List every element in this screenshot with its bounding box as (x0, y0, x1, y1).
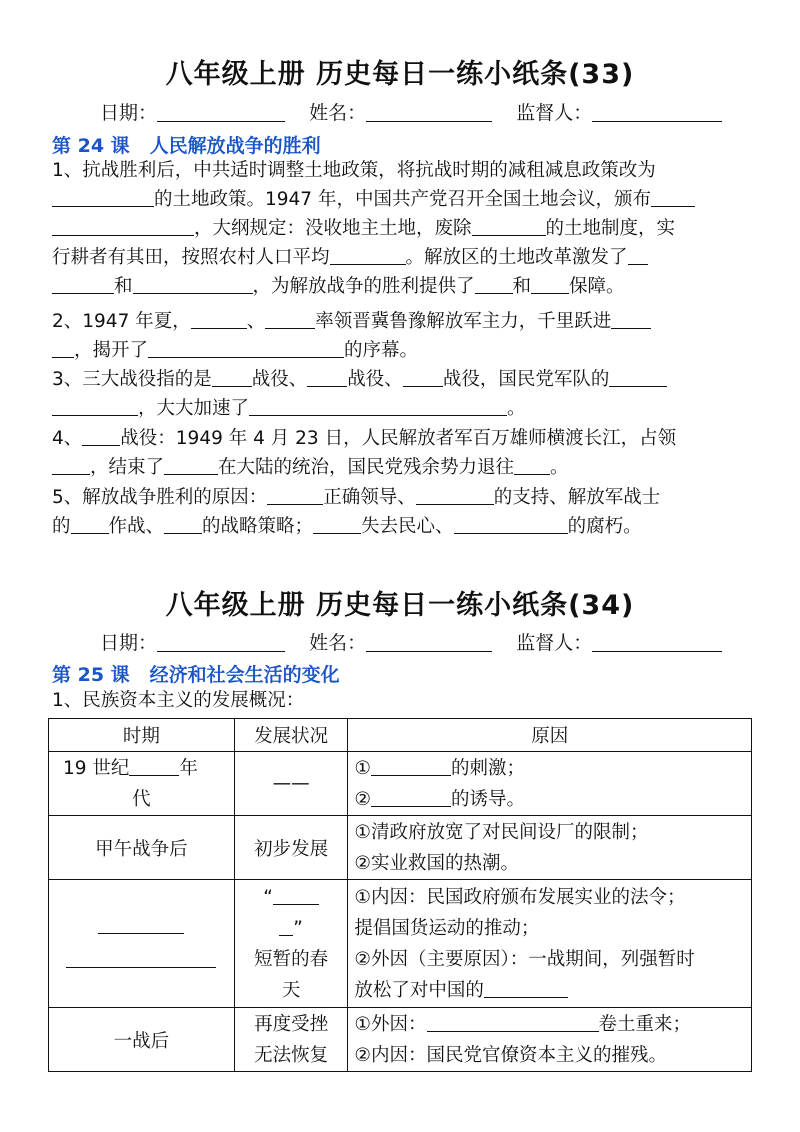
sheet2-lesson-heading (52, 660, 340, 687)
text: 。 (550, 457, 569, 478)
text: ②外因（主要原因）：一战期间，列强暂时 (354, 948, 695, 970)
q3-line-1 (52, 369, 667, 391)
answer-blank[interactable] (307, 369, 347, 387)
text: ，结束了 (90, 457, 165, 478)
text: 。解放区的土地改革激发了 (405, 247, 628, 268)
answer-blank[interactable] (164, 516, 202, 534)
answer-blank[interactable] (403, 369, 443, 387)
text: 2、1947 年夏， (52, 311, 191, 332)
q1-line-3 (52, 218, 675, 240)
q1-line-2 (52, 189, 695, 211)
answer-blank[interactable] (427, 1014, 599, 1032)
answer-blank[interactable] (454, 516, 568, 534)
text: 战役、 (347, 369, 403, 390)
q3-line-2 (52, 398, 526, 420)
text: 的腐朽。 (567, 516, 642, 537)
text: 再度受挫 (254, 1013, 329, 1035)
answer-blank[interactable] (52, 457, 90, 475)
answer-blank[interactable] (265, 311, 315, 329)
text: 战役，国民党军队的 (442, 369, 610, 390)
text: ②内因：国民党官僚资本主义的摧残。 (354, 1044, 667, 1066)
answer-blank[interactable] (651, 189, 695, 207)
text: 的 (52, 516, 71, 537)
text: 失去民心、 (361, 516, 454, 537)
q1-line-5 (52, 276, 625, 298)
answer-blank[interactable] (52, 276, 114, 294)
text: “ (263, 886, 273, 908)
text: 的序幕。 (344, 340, 419, 361)
answer-blank[interactable] (52, 189, 154, 207)
text: 和 (512, 276, 532, 297)
q2-line-1 (52, 311, 651, 333)
text: 放松了对中国的 (354, 979, 484, 1001)
header-reason: 原因 (348, 719, 752, 752)
answer-blank[interactable] (628, 247, 648, 265)
period-cell (49, 752, 235, 816)
name-label: 姓名： (309, 632, 367, 654)
text: 战役：1949 年 4 月 23 日，人民解放者军百万雄师横渡长江，占领 (120, 428, 677, 449)
q1-line-1 (52, 160, 656, 182)
text: 的土地政策。1947 年，中国共产党召开全国土地会议，颁布 (154, 189, 651, 210)
answer-blank[interactable] (191, 311, 247, 329)
supervisor-label: 监督人： (516, 102, 593, 124)
text: 天 (281, 979, 301, 1001)
answer-blank[interactable] (313, 516, 361, 534)
text: 正确领导、 (323, 487, 416, 508)
text: 无法恢复 (254, 1044, 329, 1066)
text: 5、解放战争胜利的原因： (52, 487, 268, 508)
answer-blank[interactable] (249, 398, 507, 416)
answer-blank[interactable] (82, 428, 120, 446)
table-header-row (49, 719, 752, 752)
text: ，为解放战争的胜利提供了 (252, 276, 475, 297)
answer-blank[interactable] (330, 247, 406, 265)
reason-cell (348, 1008, 752, 1072)
text: ①内因：民国政府颁布发展实业的法令； (354, 886, 686, 908)
reason-cell (348, 816, 752, 880)
answer-blank[interactable] (52, 398, 138, 416)
answer-blank[interactable] (267, 487, 323, 505)
q2-line-2 (52, 340, 418, 362)
text: ② (354, 788, 371, 810)
answer-blank[interactable] (611, 311, 651, 329)
text: ①外因： (354, 1013, 427, 1035)
answer-blank[interactable] (164, 457, 218, 475)
date-field[interactable] (157, 103, 285, 122)
answer-blank[interactable] (371, 758, 451, 776)
period-cell (49, 880, 235, 1008)
answer-blank[interactable] (273, 887, 319, 905)
lesson-title: 经济和社会生活的变化 (149, 664, 340, 686)
name-label: 姓名： (309, 102, 367, 124)
sheet2-title: 八年级上册 历史每日一练小纸条(34) (165, 590, 635, 621)
answer-blank[interactable] (371, 789, 451, 807)
date-label: 日期： (100, 102, 158, 124)
text: 提倡国货运动的推动； (354, 917, 540, 939)
text: 的战略策略； (202, 516, 314, 537)
sheet2-intro: 1、民族资本主义的发展概况： (52, 690, 305, 711)
answer-blank[interactable] (514, 457, 550, 475)
text: ，大纲规定：没收地主土地，废除 (194, 218, 472, 239)
text: 的土地制度，实 (545, 218, 676, 239)
sheet1-meta-row (100, 98, 722, 125)
q4-line-2 (52, 457, 569, 479)
text: 19 世纪 (63, 757, 130, 779)
text: ，揭开了 (74, 340, 149, 361)
text: 的支持、解放军战士 (493, 487, 661, 508)
answer-blank[interactable] (52, 218, 194, 236)
text: 代 (132, 788, 151, 810)
text: 率领晋冀鲁豫解放军主力，千里跃进 (315, 311, 612, 332)
status-cell: —— (234, 752, 348, 816)
supervisor-field[interactable] (592, 103, 722, 122)
q5-line-2 (52, 516, 642, 538)
answer-blank[interactable] (212, 369, 252, 387)
text: 的诱导。 (451, 788, 526, 810)
lesson-title: 人民解放战争的胜利 (149, 135, 321, 157)
reason-cell (348, 880, 752, 1008)
text: 4、 (52, 428, 83, 449)
answer-blank[interactable] (98, 916, 184, 934)
sheet1-title: 八年级上册 历史每日一练小纸条(33) (165, 59, 635, 90)
text: 1、抗战胜利后，中共适时调整土地政策，将抗战时期的减租减息政策改为 (52, 160, 656, 181)
lesson-number: 第 24 课 (52, 135, 130, 157)
status-cell (234, 1008, 348, 1072)
answer-blank[interactable] (52, 340, 74, 358)
answer-blank[interactable] (475, 276, 513, 294)
status-cell: 初步发展 (234, 816, 348, 880)
text: 年 (179, 757, 198, 779)
text: ②实业救国的热潮。 (354, 852, 519, 874)
date-field[interactable] (157, 633, 285, 652)
table-row (49, 1008, 752, 1072)
q1-line-4 (52, 247, 648, 269)
text: 保障。 (569, 276, 625, 297)
text: 行耕者有其田，按照农村人口平均 (52, 247, 330, 268)
table-row (49, 752, 752, 816)
text: 的刺激； (451, 757, 526, 779)
answer-blank[interactable] (472, 218, 546, 236)
supervisor-label: 监督人： (516, 632, 593, 654)
reason-cell (348, 752, 752, 816)
text: 在大陆的统治，国民党残余势力退往 (218, 457, 515, 478)
status-cell (234, 880, 348, 1008)
text: ① (354, 757, 371, 779)
answer-blank[interactable] (148, 340, 344, 358)
capitalism-development-table (48, 718, 752, 1072)
text: 作战、 (108, 516, 165, 537)
supervisor-field[interactable] (592, 633, 722, 652)
answer-blank[interactable] (279, 918, 293, 936)
date-label: 日期： (100, 632, 158, 654)
text: 。 (507, 398, 526, 419)
sheet2-meta-row (100, 628, 722, 655)
text: 卷土重来； (598, 1013, 692, 1035)
answer-blank[interactable] (133, 276, 253, 294)
text: 、 (246, 311, 266, 332)
answer-blank[interactable] (416, 487, 494, 505)
text: 和 (114, 276, 133, 297)
text: ①清政府放宽了对民间设厂的限制； (354, 821, 649, 843)
period-cell: 一战后 (49, 1008, 235, 1072)
answer-blank[interactable] (609, 369, 667, 387)
answer-blank[interactable] (129, 758, 179, 776)
period-cell: 甲午战争后 (49, 816, 235, 880)
answer-blank[interactable] (71, 516, 109, 534)
answer-blank[interactable] (484, 980, 568, 998)
text: 短暂的春 (254, 948, 329, 970)
name-field[interactable] (366, 633, 492, 652)
q5-line-1 (52, 487, 660, 509)
q4-line-1 (52, 428, 676, 450)
header-period: 时期 (49, 719, 235, 752)
text: ，大大加速了 (138, 398, 250, 419)
name-field[interactable] (366, 103, 492, 122)
text: 3、三大战役指的是 (52, 369, 212, 390)
answer-blank[interactable] (66, 950, 216, 968)
text: 战役、 (251, 369, 308, 390)
table-row (49, 880, 752, 1008)
sheet1-lesson-heading (52, 131, 321, 158)
answer-blank[interactable] (531, 276, 569, 294)
table-row (49, 816, 752, 880)
lesson-number: 第 25 课 (52, 664, 130, 686)
header-status: 发展状况 (234, 719, 348, 752)
text: ” (293, 917, 303, 939)
